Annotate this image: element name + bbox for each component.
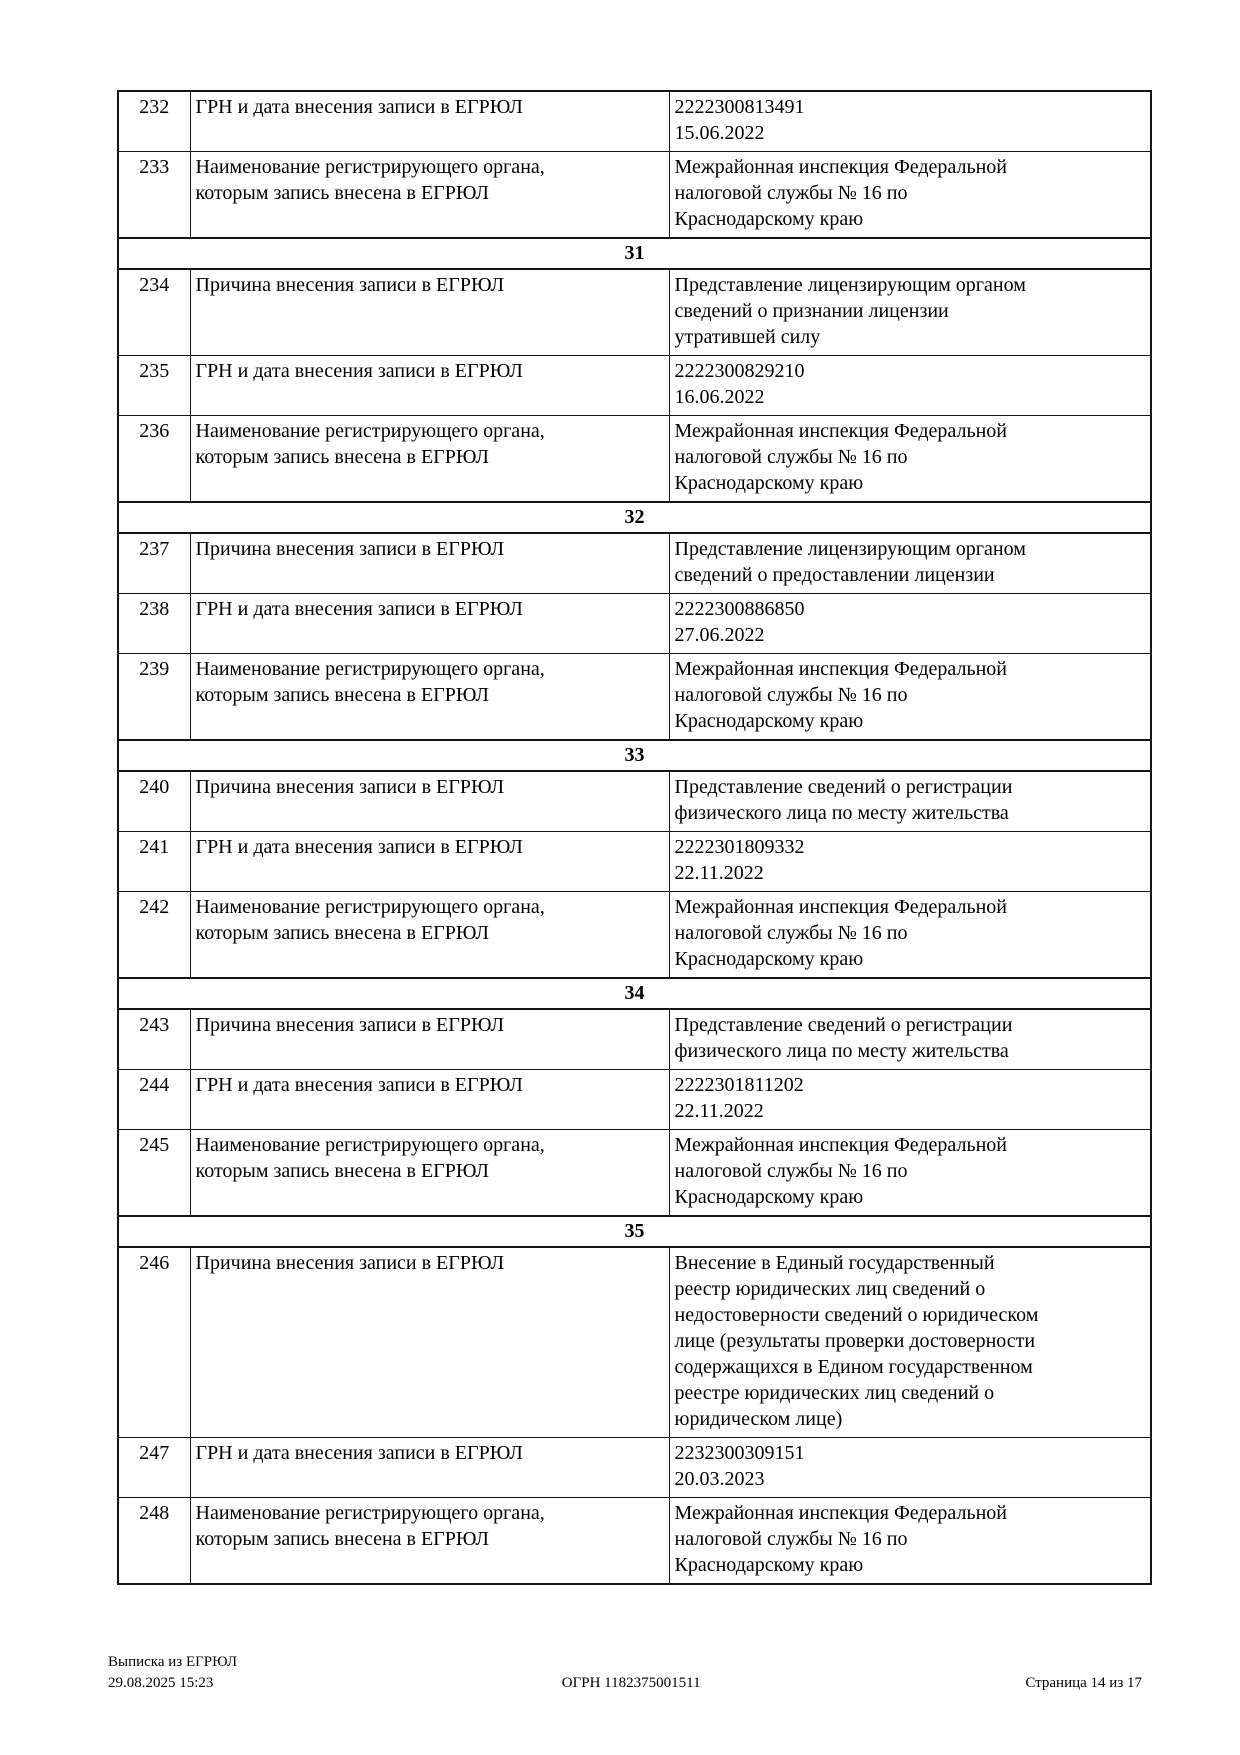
attribute-value-line: юридическом лице) — [674, 1408, 843, 1430]
table-row — [118, 1070, 1151, 1130]
attribute-value-line: налоговой службы № 16 по — [674, 182, 908, 204]
attribute-value-line: Краснодарскому краю — [674, 948, 864, 970]
table-row — [118, 533, 1151, 594]
attribute-value-line: налоговой службы № 16 по — [674, 446, 908, 468]
attribute-value-line: Краснодарскому краю — [674, 710, 864, 732]
row-number-cell: 244 — [118, 1070, 190, 1130]
attribute-name-cell — [190, 1498, 669, 1585]
table-row — [118, 152, 1151, 239]
row-number-cell: 237 — [118, 533, 190, 594]
attribute-value-line: Межрайонная инспекция Федеральной — [674, 420, 1007, 442]
attribute-value-line: 2222300886850 — [674, 598, 805, 620]
attribute-value-cell — [669, 654, 1151, 741]
attribute-name-line: Наименование регистрирующего органа, — [195, 156, 545, 178]
attribute-name-cell — [190, 832, 669, 892]
attribute-name-line: которым запись внесена в ЕГРЮЛ — [195, 922, 489, 944]
footer-left-block — [108, 1652, 237, 1694]
attribute-value-line: 22.11.2022 — [674, 862, 764, 884]
row-number-cell: 234 — [118, 269, 190, 356]
attribute-value-line: 2222301811202 — [674, 1074, 804, 1096]
attribute-value-line: налоговой службы № 16 по — [674, 1160, 908, 1182]
attribute-value-line: Краснодарскому краю — [674, 1554, 864, 1576]
section-number: 31 — [118, 238, 1151, 269]
attribute-value-line: Внесение в Единый государственный — [674, 1252, 995, 1274]
attribute-name-line: Причина внесения записи в ЕГРЮЛ — [195, 776, 505, 798]
attribute-name-cell — [190, 91, 669, 152]
row-number-cell: 243 — [118, 1009, 190, 1070]
attribute-value-line: сведений о предоставлении лицензии — [674, 564, 995, 586]
attribute-name-line: ГРН и дата внесения записи в ЕГРЮЛ — [195, 598, 523, 620]
footer-doc-title: Выписка из ЕГРЮЛ — [108, 1654, 237, 1670]
attribute-name-line: которым запись внесена в ЕГРЮЛ — [195, 446, 489, 468]
table-row — [118, 892, 1151, 979]
attribute-value-cell — [669, 269, 1151, 356]
attribute-name-line: ГРН и дата внесения записи в ЕГРЮЛ — [195, 1074, 523, 1096]
table-row — [118, 1009, 1151, 1070]
attribute-value-cell — [669, 1498, 1151, 1585]
row-number-cell: 239 — [118, 654, 190, 741]
attribute-value-line: 2232300309151 — [674, 1442, 805, 1464]
section-row — [118, 740, 1151, 771]
attribute-value-cell — [669, 152, 1151, 239]
attribute-value-line: 20.03.2023 — [674, 1468, 765, 1490]
table-row — [118, 356, 1151, 416]
row-number-cell: 238 — [118, 594, 190, 654]
attribute-name-line: которым запись внесена в ЕГРЮЛ — [195, 182, 489, 204]
attribute-value-line: Межрайонная инспекция Федеральной — [674, 896, 1007, 918]
table-row — [118, 1498, 1151, 1585]
row-number-cell: 235 — [118, 356, 190, 416]
attribute-value-cell — [669, 892, 1151, 979]
table-row — [118, 1130, 1151, 1217]
attribute-value-line: Представление лицензирующим органом — [674, 538, 1026, 560]
attribute-value-line: реестре юридических лиц сведений о — [674, 1382, 995, 1404]
attribute-value-line: Межрайонная инспекция Федеральной — [674, 658, 1007, 680]
attribute-value-line: реестр юридических лиц сведений о — [674, 1278, 986, 1300]
table-row — [118, 771, 1151, 832]
table-row — [118, 1438, 1151, 1498]
attribute-name-cell — [190, 416, 669, 503]
table-row — [118, 269, 1151, 356]
section-row — [118, 978, 1151, 1009]
attribute-value-line: 2222300813491 — [674, 96, 805, 118]
attribute-name-line: ГРН и дата внесения записи в ЕГРЮЛ — [195, 360, 523, 382]
attribute-name-cell — [190, 892, 669, 979]
attribute-value-cell — [669, 1247, 1151, 1438]
attribute-value-line: физического лица по месту жительства — [674, 802, 1009, 824]
row-number-cell: 241 — [118, 832, 190, 892]
attribute-value-line: Представление лицензирующим органом — [674, 274, 1026, 296]
attribute-value-cell — [669, 91, 1151, 152]
attribute-value-cell — [669, 1130, 1151, 1217]
attribute-value-line: физического лица по месту жительства — [674, 1040, 1009, 1062]
attribute-value-cell — [669, 771, 1151, 832]
row-number-cell: 233 — [118, 152, 190, 239]
attribute-name-line: Причина внесения записи в ЕГРЮЛ — [195, 1252, 505, 1274]
attribute-name-cell — [190, 152, 669, 239]
attribute-value-line: 27.06.2022 — [674, 624, 765, 646]
attribute-value-line: 15.06.2022 — [674, 122, 765, 144]
attribute-value-line: Представление сведений о регистрации — [674, 776, 1013, 798]
attribute-name-cell — [190, 594, 669, 654]
attribute-name-cell — [190, 356, 669, 416]
egrul-records-table — [117, 90, 1152, 1585]
footer-page-number: Страница 14 из 17 — [1025, 1675, 1142, 1691]
attribute-value-line: налоговой службы № 16 по — [674, 922, 908, 944]
attribute-value-cell — [669, 416, 1151, 503]
section-number: 32 — [118, 502, 1151, 533]
attribute-value-line: лице (результаты проверки достоверности — [674, 1330, 1036, 1352]
attribute-name-line: которым запись внесена в ЕГРЮЛ — [195, 684, 489, 706]
attribute-value-line: Представление сведений о регистрации — [674, 1014, 1013, 1036]
row-number-cell: 232 — [118, 91, 190, 152]
attribute-value-line: налоговой службы № 16 по — [674, 684, 908, 706]
row-number-cell: 245 — [118, 1130, 190, 1217]
attribute-value-line: 2222301809332 — [674, 836, 805, 858]
attribute-name-cell — [190, 771, 669, 832]
attribute-value-cell — [669, 1438, 1151, 1498]
attribute-name-line: которым запись внесена в ЕГРЮЛ — [195, 1528, 489, 1550]
attribute-value-line: 2222300829210 — [674, 360, 805, 382]
attribute-value-cell — [669, 594, 1151, 654]
attribute-name-cell — [190, 1130, 669, 1217]
attribute-value-line: Межрайонная инспекция Федеральной — [674, 156, 1007, 178]
egrul-extract-table-container — [117, 90, 1152, 1585]
attribute-value-cell — [669, 1009, 1151, 1070]
attribute-value-cell — [669, 832, 1151, 892]
footer-datetime: 29.08.2025 15:23 — [108, 1675, 214, 1691]
table-row — [118, 416, 1151, 503]
attribute-name-line: ГРН и дата внесения записи в ЕГРЮЛ — [195, 836, 523, 858]
row-number-cell: 242 — [118, 892, 190, 979]
attribute-name-line: Наименование регистрирующего органа, — [195, 1134, 545, 1156]
section-row — [118, 238, 1151, 269]
attribute-name-line: Наименование регистрирующего органа, — [195, 896, 545, 918]
table-row — [118, 1247, 1151, 1438]
table-row — [118, 654, 1151, 741]
attribute-name-line: Причина внесения записи в ЕГРЮЛ — [195, 274, 505, 296]
attribute-name-cell — [190, 1009, 669, 1070]
attribute-name-line: Наименование регистрирующего органа, — [195, 658, 545, 680]
attribute-value-line: содержащихся в Едином государственном — [674, 1356, 1033, 1378]
attribute-value-line: недостоверности сведений о юридическом — [674, 1304, 1039, 1326]
attribute-name-cell — [190, 1438, 669, 1498]
row-number-cell: 248 — [118, 1498, 190, 1585]
attribute-name-cell — [190, 269, 669, 356]
attribute-name-line: Причина внесения записи в ЕГРЮЛ — [195, 1014, 505, 1036]
page-footer — [108, 1652, 1142, 1694]
attribute-name-line: Наименование регистрирующего органа, — [195, 1502, 545, 1524]
attribute-value-line: Межрайонная инспекция Федеральной — [674, 1502, 1007, 1524]
section-number: 34 — [118, 978, 1151, 1009]
section-row — [118, 1216, 1151, 1247]
attribute-value-line: Краснодарскому краю — [674, 208, 864, 230]
attribute-name-cell — [190, 1070, 669, 1130]
row-number-cell: 246 — [118, 1247, 190, 1438]
attribute-value-line: Краснодарскому краю — [674, 1186, 864, 1208]
table-row — [118, 832, 1151, 892]
attribute-name-cell — [190, 533, 669, 594]
attribute-value-line: Краснодарскому краю — [674, 472, 864, 494]
attribute-value-line: налоговой службы № 16 по — [674, 1528, 908, 1550]
section-number: 33 — [118, 740, 1151, 771]
attribute-value-cell — [669, 533, 1151, 594]
table-row — [118, 91, 1151, 152]
attribute-name-cell — [190, 654, 669, 741]
footer-ogrn: ОГРН 1182375001511 — [561, 1675, 701, 1691]
attribute-value-cell — [669, 1070, 1151, 1130]
attribute-value-cell — [669, 356, 1151, 416]
attribute-value-line: Межрайонная инспекция Федеральной — [674, 1134, 1007, 1156]
row-number-cell: 236 — [118, 416, 190, 503]
attribute-name-line: Причина внесения записи в ЕГРЮЛ — [195, 538, 505, 560]
table-row — [118, 594, 1151, 654]
attribute-value-line: сведений о признании лицензии — [674, 300, 949, 322]
section-number: 35 — [118, 1216, 1151, 1247]
attribute-value-line: 16.06.2022 — [674, 386, 765, 408]
attribute-name-line: ГРН и дата внесения записи в ЕГРЮЛ — [195, 96, 523, 118]
attribute-name-line: которым запись внесена в ЕГРЮЛ — [195, 1160, 489, 1182]
attribute-value-line: 22.11.2022 — [674, 1100, 764, 1122]
section-row — [118, 502, 1151, 533]
attribute-name-line: ГРН и дата внесения записи в ЕГРЮЛ — [195, 1442, 523, 1464]
attribute-value-line: утратившей силу — [674, 326, 821, 348]
attribute-name-cell — [190, 1247, 669, 1438]
attribute-name-line: Наименование регистрирующего органа, — [195, 420, 545, 442]
row-number-cell: 240 — [118, 771, 190, 832]
row-number-cell: 247 — [118, 1438, 190, 1498]
